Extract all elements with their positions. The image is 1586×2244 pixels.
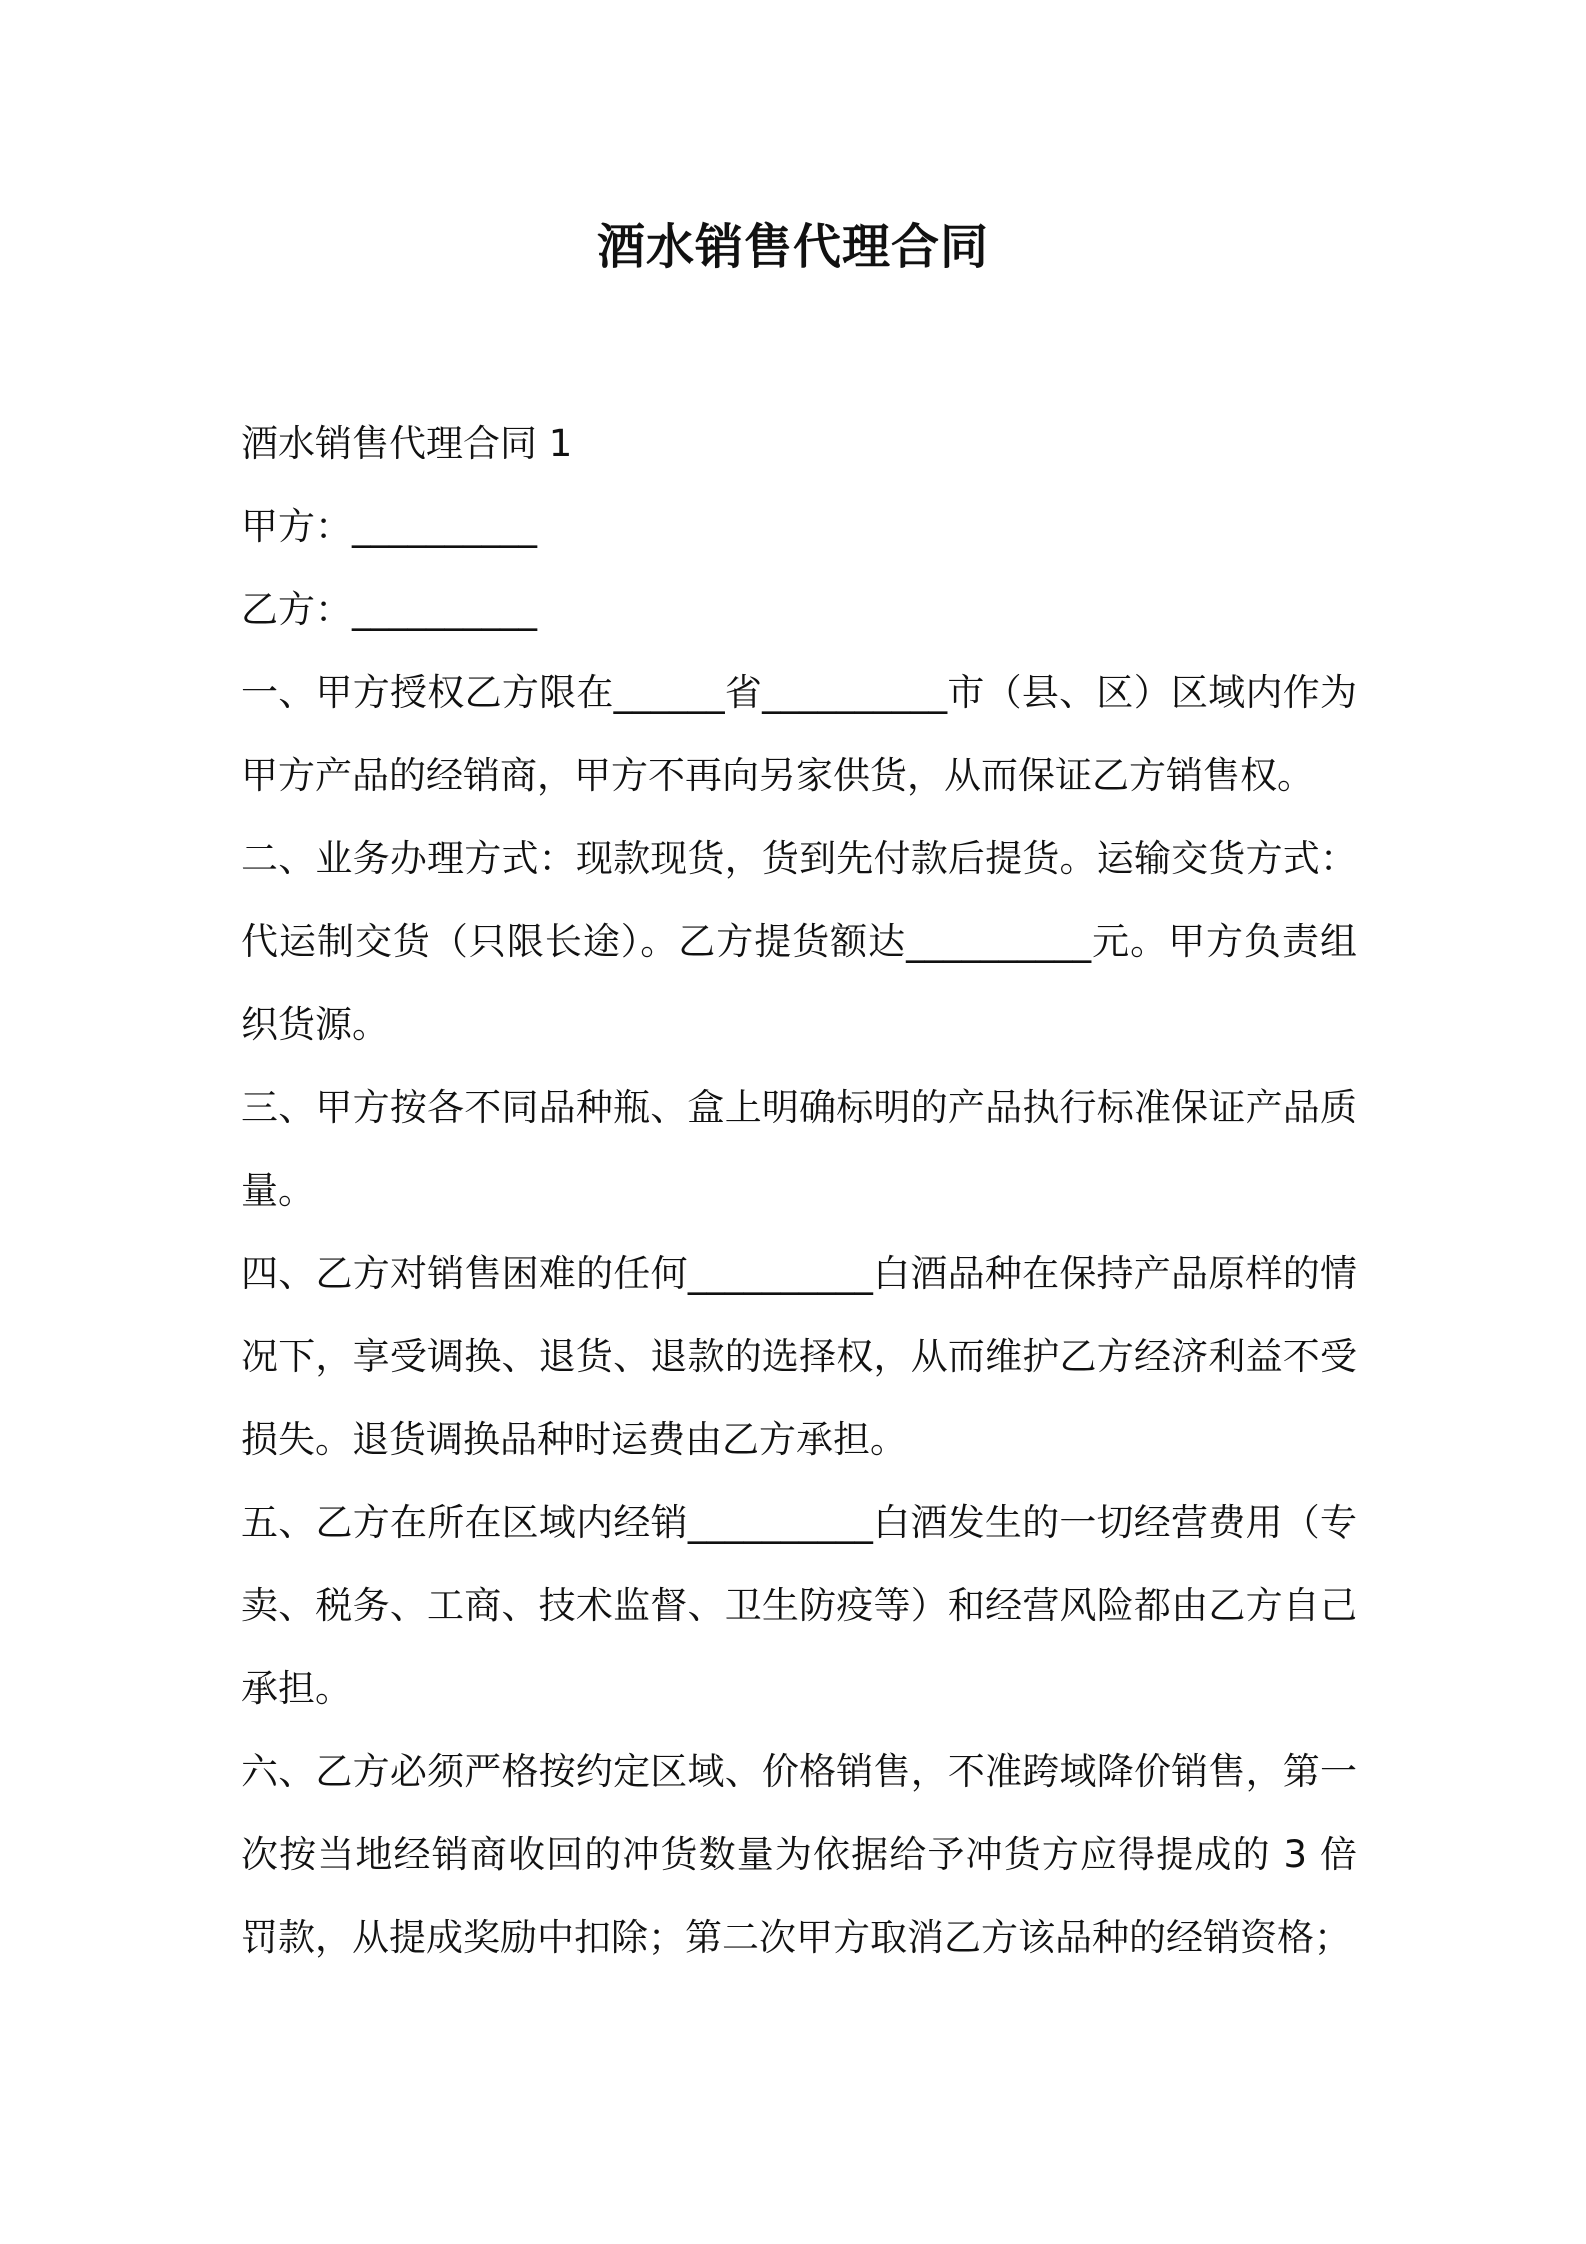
- clause-5: 五、乙方在所在区域内经销__________白酒发生的一切经营费用（专卖、税务、工商、技术监督、卫生防疫等）和经营风险都由乙方自己承担。: [241, 1501, 1357, 1710]
- clause-1: 一、甲方授权乙方限在______省__________市（县、区）区域内作为甲方产品的经销商，甲方不再向另家供货，从而保证乙方销售权。: [241, 671, 1357, 797]
- clause-4: 四、乙方对销售困难的任何__________白酒品种在保持产品原样的情况下，享受调换、退货、退款的选择权，从而维护乙方经济利益不受损失。退货调换品种时运费由乙方承担。: [241, 1252, 1357, 1461]
- clause-6: 六、乙方必须严格按约定区域、价格销售，不准跨域降价销售，第一次按当地经销商收回的冲货数量为依据给予冲货方应得提成的 3 倍罚款，从提成奖励中扣除；第二次甲方取消乙方该品种的经销资格；: [241, 1750, 1357, 1959]
- party-a-line: 甲方：__________: [241, 505, 537, 548]
- clause-2: 二、业务办理方式：现款现货，货到先付款后提货。运输交货方式：代运制交货（只限长途）。乙方提货额达__________元。甲方负责组织货源。: [241, 837, 1357, 1046]
- document-title: 酒水销售代理合同: [596, 219, 989, 275]
- party-b-line: 乙方：__________: [241, 588, 537, 631]
- document-body: [241, 402, 1357, 1979]
- clause-3: 三、甲方按各不同品种瓶、盒上明确标明的产品执行标准保证产品质量。: [241, 1086, 1357, 1212]
- contract-subtitle: 酒水销售代理合同 1: [241, 422, 573, 465]
